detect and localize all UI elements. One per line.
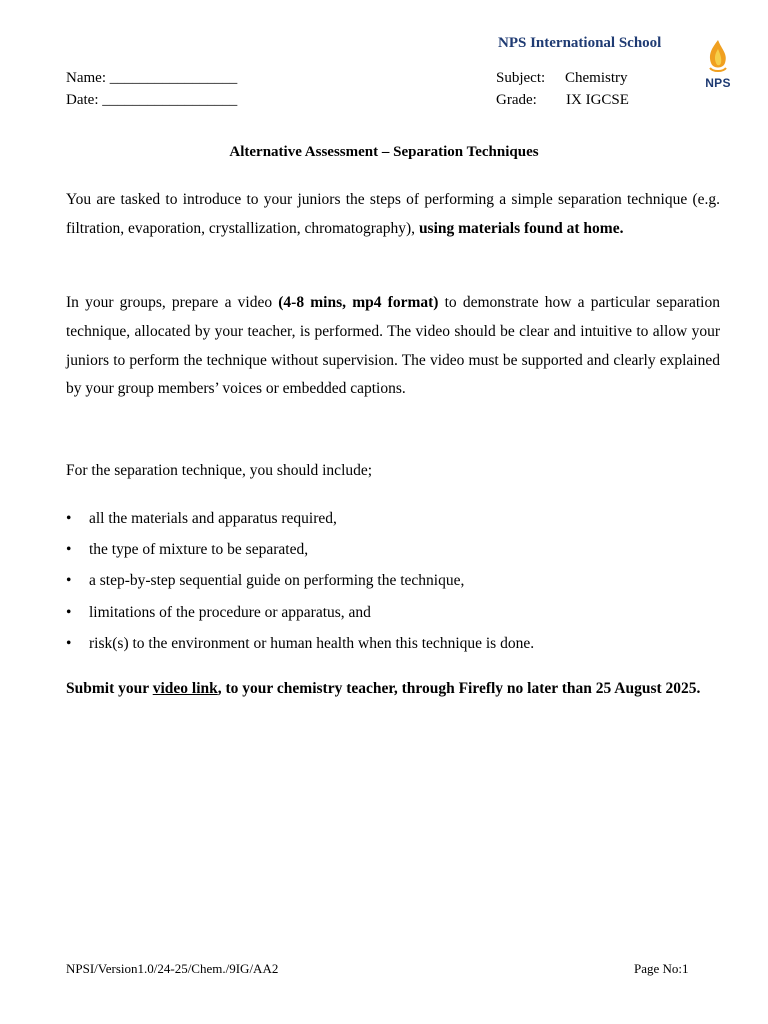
list-item-text: limitations of the procedure or apparatus, and — [89, 603, 371, 621]
video-format-text: (4-8 mins, mp4 format) — [278, 294, 439, 311]
page-number: Page No:1 — [634, 961, 689, 976]
bullet-icon: • — [66, 510, 72, 527]
bullet-icon: • — [66, 572, 72, 590]
include-heading: For the separation technique, you should include; — [66, 462, 373, 479]
submit-text-after: , to your chemistry teacher, through Firefly no later than 25 August 2025. — [217, 680, 701, 697]
flame-icon — [700, 38, 736, 76]
submit-paragraph — [66, 675, 720, 704]
intro-bold-text: using materials found at home. — [418, 219, 624, 237]
groups-text-before: In your groups, prepare a video — [66, 294, 279, 311]
school-logo — [700, 38, 736, 90]
document-code: NPSI/Version1.0/24-25/Chem./9IG/AA2 — [66, 961, 279, 976]
requirements-list — [66, 507, 534, 663]
grade-value: IX IGCSE — [566, 92, 629, 108]
list-item-text: a step-by-step sequential guide on performing the technique, — [89, 572, 465, 590]
bullet-icon: • — [66, 603, 72, 621]
groups-paragraph — [66, 289, 720, 404]
subject-value: Chemistry — [565, 70, 628, 86]
submit-text-before: Submit your — [66, 680, 153, 697]
list-item-text: risk(s) to the environment or human health when this technique is done. — [89, 634, 535, 652]
list-item — [66, 569, 534, 600]
list-item — [66, 632, 534, 663]
list-item — [66, 538, 534, 569]
video-link-text: video link — [152, 680, 218, 697]
name-field: Name: _________________ — [66, 70, 238, 86]
page-title: Alternative Assessment – Separation Techniques — [229, 144, 539, 160]
date-field: Date: __________________ — [66, 92, 238, 108]
bullet-icon: • — [66, 634, 72, 652]
bullet-icon: • — [66, 541, 72, 559]
grade-label: Grade: — [496, 92, 537, 108]
intro-paragraph — [66, 186, 720, 244]
list-item-text: all the materials and apparatus required, — [89, 510, 337, 527]
subject-label: Subject: — [496, 70, 546, 86]
intro-text: You are tasked to introduce to your juniors the steps of performing a simple separation technique (e.g. filtration, evaporation, crystallization, chromatography), — [66, 191, 720, 237]
groups-text-after: to demonstrate how a particular separation technique, allocated by your teacher, is performed. The video should be clear and intuitive to allow your juniors to perform the technique without supervision. The video must be supported and clearly explained by your group members’ voices or embedded captions. — [66, 294, 720, 398]
list-item — [66, 507, 534, 538]
list-item-text: the type of mixture to be separated, — [89, 541, 309, 559]
school-name: NPS International School — [498, 35, 662, 51]
list-item — [66, 601, 534, 632]
logo-text: NPS — [705, 76, 731, 90]
